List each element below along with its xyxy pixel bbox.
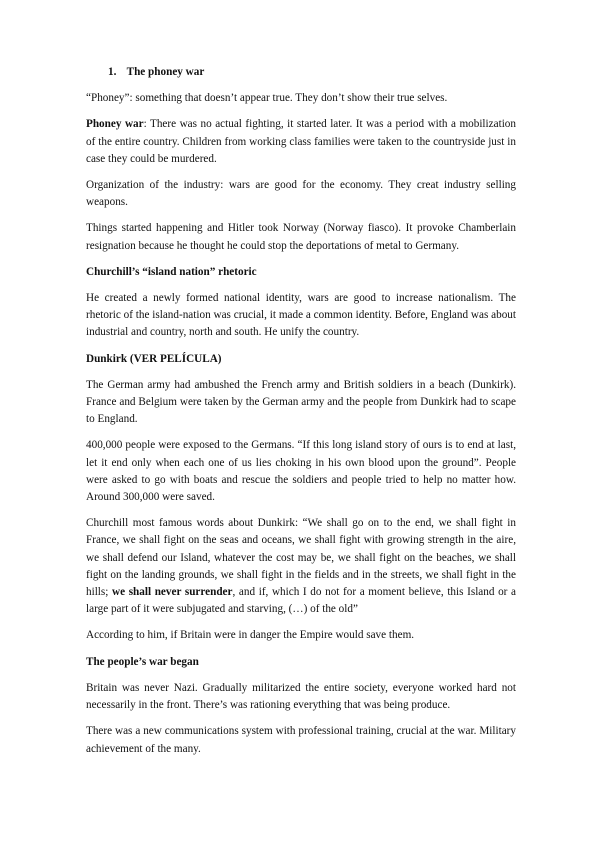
section-number: 1. — [108, 66, 117, 78]
term-phoney-war: Phoney war — [86, 118, 144, 131]
heading-island-nation: Churchill’s “island nation” rhetoric — [86, 265, 257, 278]
heading-peoples-war: The people’s war began — [86, 655, 199, 668]
paragraph-island-nation: He created a newly formed national identity, wars are good to increase nationalism. The rhetoric of the island-nation was crucial, it made a common identity. Before, England was about industrial and country, north and south. He unify the country. — [86, 292, 516, 339]
paragraph-dunkirk: The German army had ambushed the French army and British soldiers in a beach (Dunkirk). France and Belgium were taken by the German army and the people from Dunkirk had to scape to England. — [86, 378, 516, 426]
speech-text-start: Churchill most famous words about Dunkirk: “We shall go on to the end, we shall fight in France, we shall fight on the seas and oceans, we shall fight with growing strength in the aire, we shall defend our Island, whatever the cost may be, we shall fight on the beaches, we shall fight on the landing grounds, we shall fight in the fields and in the streets, we shall fight in the hills; — [86, 517, 516, 599]
paragraph-empire: According to him, if Britain were in danger the Empire would save them. — [86, 629, 415, 642]
heading-dunkirk: Dunkirk (VER PELÍCULA) — [86, 352, 222, 365]
paragraph-churchill-speech — [86, 515, 516, 618]
paragraph-communications: There was a new communications system with professional training, crucial at the war. Military achievement of the many. — [86, 725, 516, 755]
paragraph-norway: Things started happening and Hitler took Norway (Norway fiasco). It provoke Chamberlain resignation because he thought he could stop the deportations of metal to Germany. — [86, 222, 516, 252]
document-body — [86, 64, 516, 767]
speech-bold-phrase: we shall never surrender — [112, 586, 233, 599]
section-title-text: The phoney war — [126, 66, 205, 78]
paragraph-industry: Organization of the industry: wars are good for the economy. They creat industry selling weapons. — [86, 179, 516, 209]
speech-text-end: , and if, which I do not for a moment believe, this Island or a large part of it were subjugated and starving, (…) of the old” — [86, 586, 516, 616]
paragraph-phoney-war-text: : There was no actual fighting, it started later. It was a period with a mobilization of the entire country. Children from working class families were taken to the countryside just in case they could be murdered. — [86, 118, 516, 165]
paragraph-rescue: 400,000 people were exposed to the Germans. “If this long island story of ours is to end at last, let it end only when each one of us lies choking in his own blood upon the ground”. People were asked to go with boats and rescue the soldiers and people tried to help no matter how. Around 300,000 were saved. — [86, 439, 516, 504]
paragraph-militarized: Britain was never Nazi. Gradually militarized the entire society, everyone worked hard not necessarily in the front. There’s was rationing everything that was being produce. — [86, 681, 516, 712]
paragraph-phoney-definition: “Phoney”: something that doesn’t appear true. They don’t show their true selves. — [86, 92, 448, 105]
paragraph-phoney-war — [86, 116, 516, 168]
section-title — [108, 64, 516, 81]
